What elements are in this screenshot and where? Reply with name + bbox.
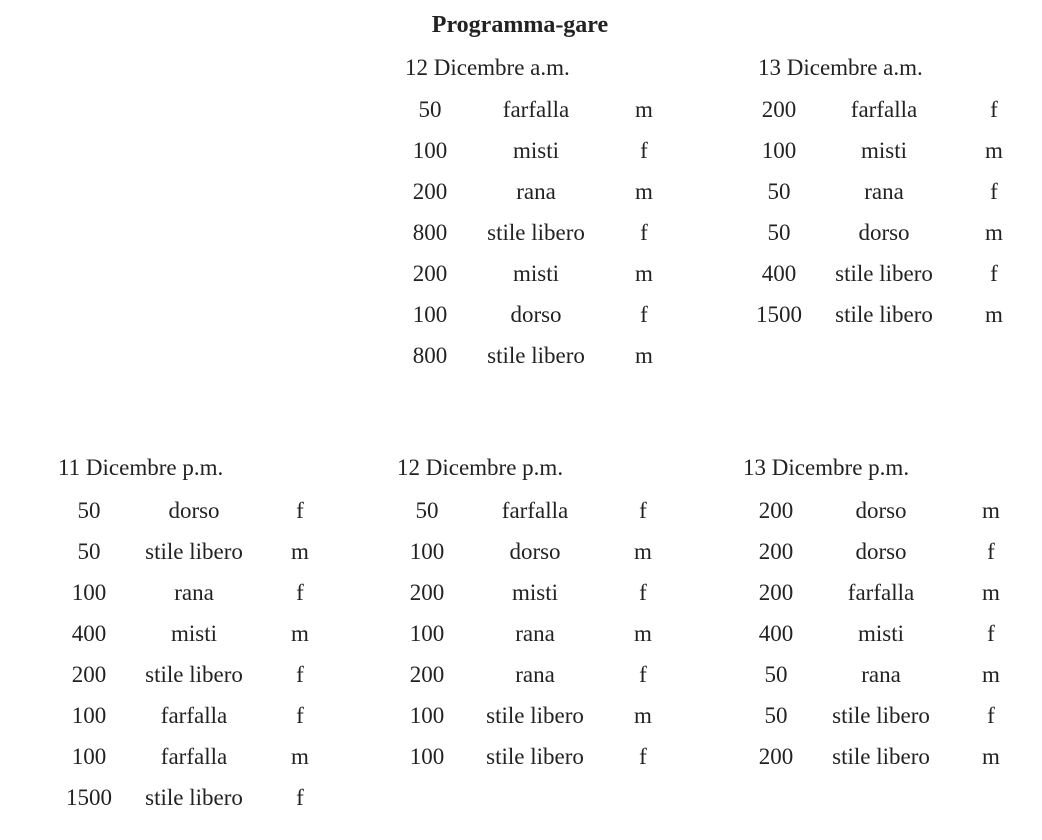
event-stroke: farfalla — [160, 703, 228, 728]
event-stroke: misti — [857, 621, 904, 646]
event-distance: 50 — [764, 703, 788, 728]
distance-column — [743, 490, 809, 777]
event-sex: f — [639, 662, 647, 687]
event-sex: m — [291, 621, 309, 646]
event-sex: m — [635, 343, 653, 368]
event-distance: 200 — [758, 498, 794, 523]
event-distance: 50 — [767, 220, 791, 245]
event-stroke: stile libero — [832, 744, 930, 769]
event-distance: 100 — [71, 703, 107, 728]
event-stroke: misti — [511, 580, 558, 605]
event-sex: f — [296, 703, 304, 728]
event-sex: f — [990, 97, 998, 122]
event-stroke: dorso — [855, 498, 907, 523]
event-stroke: dorso — [855, 539, 907, 564]
event-sex: m — [635, 261, 653, 286]
event-stroke: stile libero — [145, 785, 243, 810]
event-stroke: misti — [512, 261, 559, 286]
event-stroke: stile libero — [486, 703, 584, 728]
event-distance: 100 — [409, 703, 445, 728]
event-stroke: dorso — [858, 220, 910, 245]
event-sex: f — [296, 580, 304, 605]
event-stroke: stile libero — [835, 302, 933, 327]
sex-column — [621, 490, 665, 777]
event-stroke: rana — [515, 621, 555, 646]
event-sex: m — [634, 703, 652, 728]
stroke-column — [814, 89, 954, 335]
event-distance: 100 — [412, 138, 448, 163]
event-sex: f — [639, 498, 647, 523]
event-distance: 100 — [71, 580, 107, 605]
event-stroke: rana — [861, 662, 901, 687]
event-distance: 200 — [758, 580, 794, 605]
event-stroke: misti — [860, 138, 907, 163]
event-stroke: stile libero — [487, 343, 585, 368]
event-distance: 50 — [77, 498, 101, 523]
event-stroke: dorso — [510, 302, 562, 327]
event-stroke: misti — [512, 138, 559, 163]
event-distance: 200 — [758, 539, 794, 564]
event-sex: m — [634, 539, 652, 564]
event-sex: f — [296, 785, 304, 810]
event-sex: m — [982, 580, 1000, 605]
event-distance: 200 — [409, 662, 445, 687]
event-stroke: rana — [515, 662, 555, 687]
event-distance: 200 — [761, 97, 797, 122]
event-stroke: farfalla — [847, 580, 915, 605]
sex-column — [972, 89, 1016, 335]
event-stroke: dorso — [509, 539, 561, 564]
event-distance: 400 — [761, 261, 797, 286]
event-stroke: stile libero — [145, 539, 243, 564]
event-distance: 50 — [764, 662, 788, 687]
event-sex: m — [634, 621, 652, 646]
event-stroke: rana — [864, 179, 904, 204]
event-sex: m — [982, 662, 1000, 687]
event-sex: f — [639, 744, 647, 769]
event-sex: f — [987, 703, 995, 728]
event-sex: f — [990, 261, 998, 286]
event-distance: 200 — [409, 580, 445, 605]
session-heading: 11 Dicembre p.m. — [58, 455, 224, 480]
event-distance: 200 — [412, 261, 448, 286]
event-sex: f — [640, 220, 648, 245]
event-distance: 1500 — [756, 302, 802, 327]
sex-column — [969, 490, 1013, 777]
event-sex: f — [296, 662, 304, 687]
distance-column — [58, 490, 120, 818]
event-distance: 100 — [409, 744, 445, 769]
event-sex: m — [635, 179, 653, 204]
distance-column — [397, 490, 457, 777]
event-stroke: stile libero — [486, 744, 584, 769]
session-heading: 12 Dicembre p.m. — [397, 455, 564, 480]
event-distance: 1500 — [66, 785, 112, 810]
event-distance: 50 — [415, 498, 439, 523]
page-title: Programma-gare — [431, 12, 609, 38]
event-sex: m — [985, 302, 1003, 327]
event-stroke: stile libero — [145, 662, 243, 687]
distance-column — [400, 89, 460, 376]
event-distance: 200 — [758, 744, 794, 769]
event-distance: 800 — [412, 220, 448, 245]
event-sex: f — [640, 138, 648, 163]
event-stroke: farfalla — [502, 97, 570, 122]
event-distance: 400 — [758, 621, 794, 646]
event-sex: m — [291, 539, 309, 564]
session-heading: 13 Dicembre a.m. — [758, 55, 923, 80]
event-stroke: stile libero — [835, 261, 933, 286]
sex-column — [278, 490, 322, 818]
event-sex: m — [291, 744, 309, 769]
event-sex: m — [985, 138, 1003, 163]
distance-column — [748, 89, 810, 335]
event-stroke: misti — [170, 621, 217, 646]
sex-column — [622, 89, 666, 376]
event-stroke: farfalla — [501, 498, 569, 523]
event-stroke: dorso — [168, 498, 220, 523]
stroke-column — [811, 490, 951, 777]
event-distance: 50 — [77, 539, 101, 564]
event-stroke: farfalla — [160, 744, 228, 769]
session-heading: 13 Dicembre p.m. — [743, 455, 910, 480]
event-distance: 100 — [71, 744, 107, 769]
event-sex: f — [990, 179, 998, 204]
event-sex: m — [982, 744, 1000, 769]
event-stroke: stile libero — [832, 703, 930, 728]
event-sex: m — [635, 97, 653, 122]
event-sex: f — [640, 302, 648, 327]
event-distance: 200 — [71, 662, 107, 687]
event-distance: 100 — [409, 539, 445, 564]
event-distance: 50 — [418, 97, 442, 122]
event-sex: m — [982, 498, 1000, 523]
event-sex: m — [985, 220, 1003, 245]
event-stroke: farfalla — [850, 97, 918, 122]
event-distance: 200 — [412, 179, 448, 204]
event-distance: 400 — [71, 621, 107, 646]
event-sex: f — [296, 498, 304, 523]
stroke-column — [124, 490, 264, 818]
event-sex: f — [639, 580, 647, 605]
event-distance: 800 — [412, 343, 448, 368]
event-distance: 100 — [409, 621, 445, 646]
event-stroke: stile libero — [487, 220, 585, 245]
event-distance: 100 — [412, 302, 448, 327]
event-distance: 50 — [767, 179, 791, 204]
stroke-column — [466, 89, 606, 376]
event-distance: 100 — [761, 138, 797, 163]
event-stroke: rana — [174, 580, 214, 605]
event-stroke: rana — [516, 179, 556, 204]
event-sex: f — [987, 621, 995, 646]
stroke-column — [465, 490, 605, 777]
event-sex: f — [987, 539, 995, 564]
session-heading: 12 Dicembre a.m. — [405, 55, 570, 80]
